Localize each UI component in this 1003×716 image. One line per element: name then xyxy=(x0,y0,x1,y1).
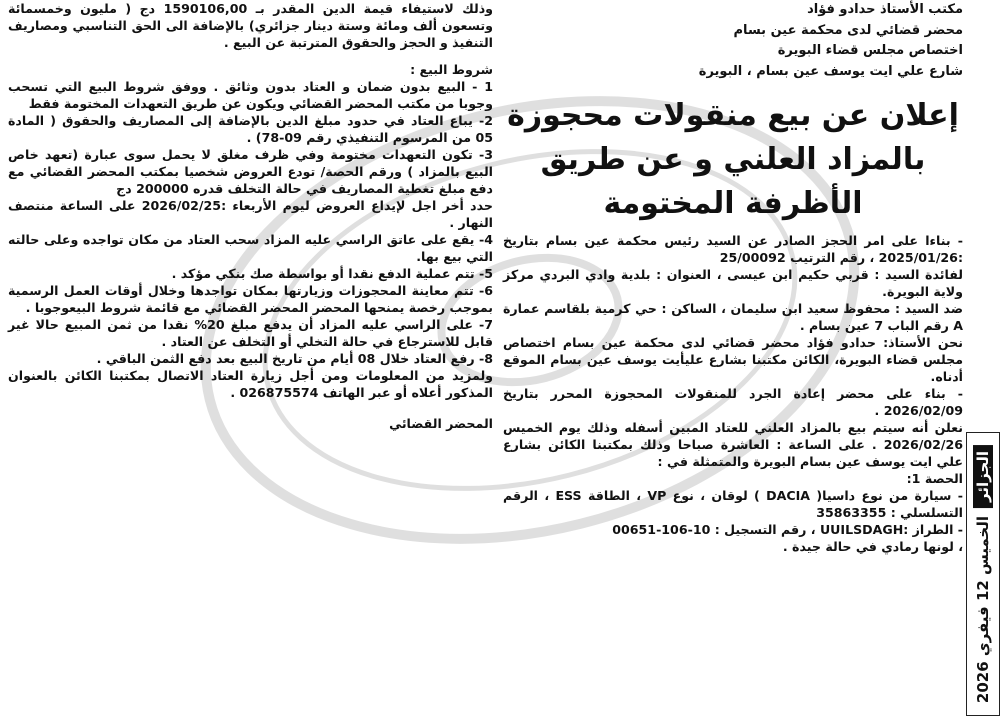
lot-vehicle: - سيارة من نوع داسيا( DACIA ) لوقان ، نوع VP ، الطاقة ESS ، الرقم التسلسلي : 35863355 xyxy=(503,488,963,520)
side-strip-content xyxy=(973,445,993,703)
lot-model-registration: - الطراز :UUILSDAGH ، رقم التسجيل : 10-106-00651 xyxy=(612,522,963,537)
contact-info: ولمزيد من المعلومات ومن أجل زيارة العتاد الاتصال بمكتبنا الكائن بالعنوان المذكور أعلاه أو عبر الهاتف 026875574 . xyxy=(8,368,493,400)
left-paragraph-debt: وذلك لاستيفاء قيمة الدين المقدر بـ 1590106,00 دج ( مليون وخمسمائة وتسعون ألف ومائة وستة دينار جزائري) بالإضافة الى الحق التناسبي ومصاريف التنفيذ و الحجز والحقوق المترتبة عن البيع . xyxy=(8,1,493,50)
header-line-office: مكتب الأستاذ حدادو فؤاد xyxy=(807,2,963,17)
condition-3: 3- تكون التعهدات مختومة وفي ظرف مغلق لا يحمل سوى عبارة (تعهد خاص البيع بالمزاد ) ورقم الحصة/ تودع العروض شخصيا بمكتب المحضر القضائي مع دفع مبلغ تغطية المصاريف في حالة التخلف قدره 200000 دج xyxy=(8,147,493,196)
right-paragraph-debtor: ضد السيد : محفوظ سعيد ابن سليمان ، الساكن : حي كرمية بلقاسم عمارة A رقم الباب 7 عين بسام . xyxy=(503,301,963,333)
lot-color: ، لونها رمادي في حالة جيدة . xyxy=(782,539,963,554)
right-paragraph-bailiff: نحن الأستاذ: حدادو فؤاد محضر قضائي لدى محكمة عين بسام اختصاص مجلس قضاء البويرة، الكائن مكتبنا بشارع عليأيت يوسف عين بسام الموقع أدناه. xyxy=(503,335,963,384)
conditions-heading: شروط البيع : xyxy=(410,62,493,77)
right-paragraph-sale-notice: نعلن أنه سيتم بيع بالمزاد العلني للعتاد المبين أسفله وذلك يوم الخميس 2026/02/26 . على الساعة : العاشرة صباحا وذلك بمكتبنا الكائن بشارع علي ايت يوسف عين بسام البويرة والمتمثلة في : xyxy=(503,420,963,469)
header-line-bailiff: محضر قضائي لدى محكمة عين بسام xyxy=(733,22,963,38)
condition-6: 6- تتم معاينة المحجوزات وزيارتها بمكان تواجدها وخلال أوقات العمل الرسمية بموجب رخصة يمنحها المحضر المحضر القضائي مع قائمة شروط البيعوجوبا . xyxy=(8,283,493,315)
condition-8: 8- رفع العتاد خلال 08 أيام من تاريخ البيع بعد دفع الثمن الباقي . xyxy=(96,351,493,366)
newspaper-side-strip xyxy=(966,432,1000,716)
condition-5: 5- تتم عملية الدفع نقدا أو بواسطة صك بنكي مؤكد . xyxy=(171,266,493,281)
right-column xyxy=(503,0,963,716)
header-line-jurisdiction: اختصاص مجلس قضاء البويرة xyxy=(777,43,963,58)
condition-4: 4- يقع على عاتق الراسي عليه المزاد سحب العتاد من مكان تواجده وعلى حالته التي بيع بها. xyxy=(8,232,493,264)
right-paragraph-seizure-order: - بناءا على امر الحجز الصادر عن السيد رئيس محكمة عين بسام بتاريخ :2025/01/26 ، رقم الترتيب 25/00092 xyxy=(503,233,963,265)
announcement-title: إعلان عن بيع منقولات محجوزة بالمزاد العلني و عن طريق الأظرفة المختومة xyxy=(507,98,959,221)
lot-heading: الحصة 1: xyxy=(906,471,963,486)
condition-7: 7- على الراسي عليه المزاد أن يدفع مبلغ 20% نقدا من ثمن المبيع حالا غير قابل للاسترجاع في حالة التخلي أو التخلف عن العتاد . xyxy=(8,317,493,349)
condition-2: 2- يباع العتاد في حدود مبلغ الدين بالإضافة إلى المصاريف والحقوق ( المادة 05 من المرسوم التنفيذي رقم 09-78) . xyxy=(8,113,493,145)
issue-date: الخميس 12 فيفري 2026 xyxy=(974,515,992,704)
header-line-address: شارع علي ايت يوسف عين بسام ، البويرة xyxy=(698,63,963,79)
right-paragraph-beneficiary: لفائدة السيد : قربي حكيم ابن عيسى ، العنوان : بلدية وادي البردي مركز ولاية البويرة. xyxy=(503,267,963,299)
signature: المحضر القضائي xyxy=(389,416,493,431)
newspaper-brand: الجزائر xyxy=(973,445,993,508)
left-column xyxy=(8,0,493,716)
condition-1: 1 - البيع بدون ضمان و العتاد بدون وثائق . ووفق شروط البيع التي تسحب وجوبا من مكتب المحضر القضائي ويكون عن طريق التعهدات المختومة فقط xyxy=(8,79,493,111)
right-paragraph-inventory: - بناء على محضر إعادة الجرد للمنقولات المحجوزة المحرر بتاريخ 2026/02/09 . xyxy=(503,386,963,418)
deadline-note: حدد أخر اجل لإيداع العروض ليوم الأربعاء :2026/02/25 على الساعة منتصف النهار . xyxy=(8,198,493,230)
office-header xyxy=(503,0,963,82)
